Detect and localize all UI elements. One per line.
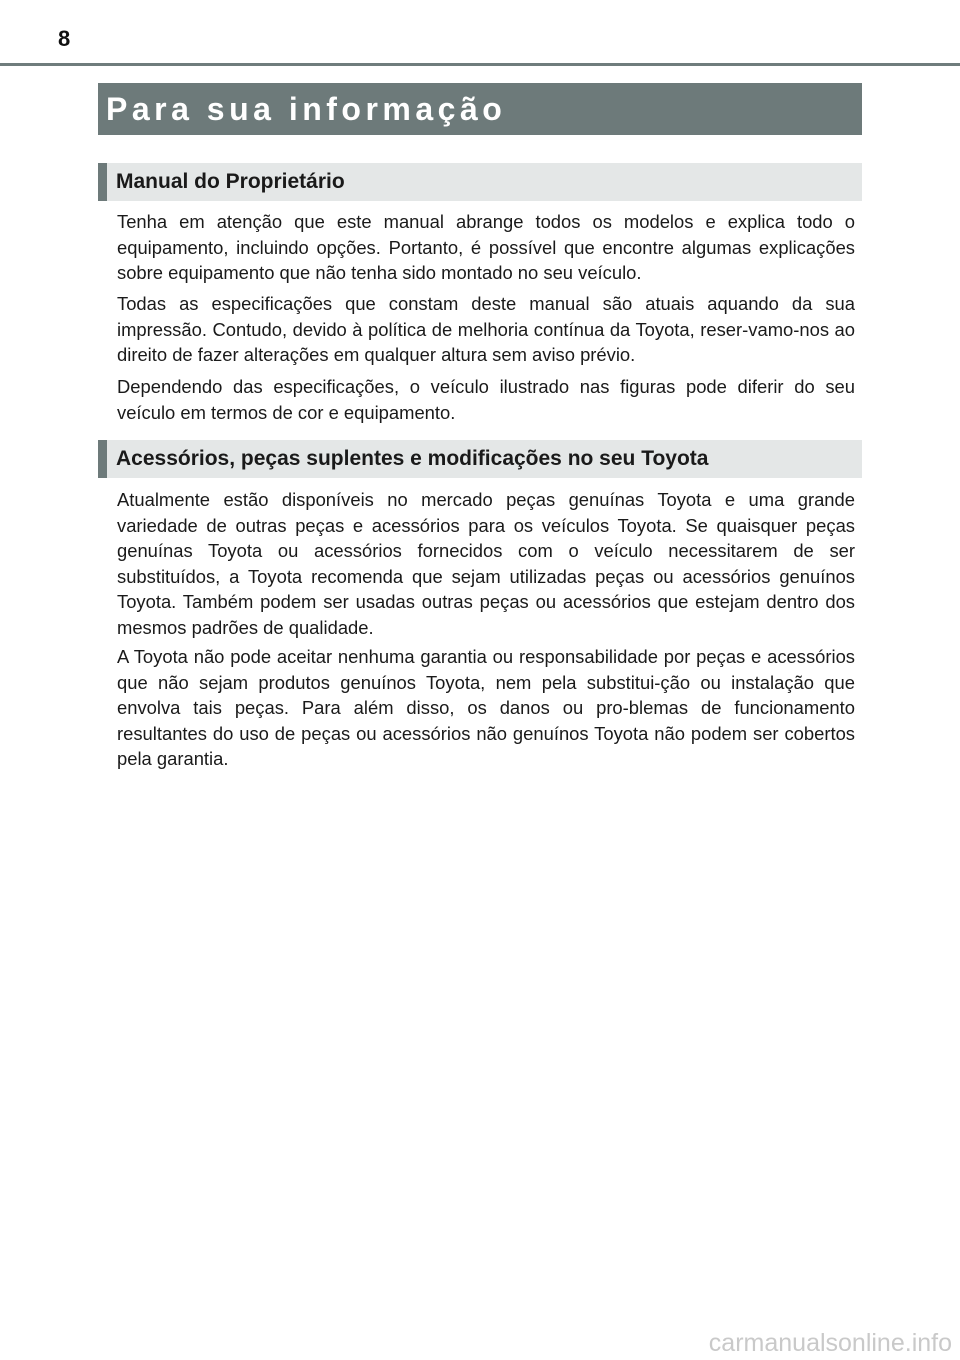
section-header-accessories bbox=[98, 440, 862, 478]
page-number: 8 bbox=[58, 26, 71, 51]
section-accent-bar bbox=[98, 163, 107, 201]
paragraph: Todas as especificações que constam deste manual são atuais aquando da sua impressão. Contudo, devido à política de melhoria contínua da Toyota, reser-vamo-nos ao direito de fazer alterações em qualquer altura sem aviso prévio. bbox=[117, 293, 855, 365]
paragraph: Dependendo das especificações, o veículo ilustrado nas figuras pode diferir do seu veículo em termos de cor e equipamento. bbox=[117, 376, 855, 423]
watermark: carmanualsonline.info bbox=[708, 1329, 952, 1357]
section-title-accessories: Acessórios, peças suplentes e modificações no seu Toyota bbox=[116, 447, 709, 470]
section-header-manual bbox=[98, 163, 862, 201]
paragraph: A Toyota não pode aceitar nenhuma garantia ou responsabilidade por peças e acessórios que não sejam produtos genuínos Toyota, nem pela substitui-ção ou instalação que envolva tais peças. Para além disso, os danos ou pro-blemas de funcionamento resultantes do uso de peças ou acessórios não genuínos Toyota não podem ser cobertos pela garantia. bbox=[117, 646, 855, 769]
page-title: Para sua informação bbox=[106, 91, 507, 127]
section-title-manual: Manual do Proprietário bbox=[116, 170, 345, 193]
paragraph: Atualmente estão disponíveis no mercado peças genuínas Toyota e uma grande variedade de outras peças e acessórios para os veículos Toyota. Se quaisquer peças genuínas Toyota ou acessórios fornecidos com o veículo necessitarem de ser substituídos, a Toyota recomenda que sejam utilizadas peças ou acessórios genuínos Toyota. Também podem ser usadas outras peças ou acessórios que estejam dentro dos mesmos padrões de qualidade. bbox=[117, 489, 855, 638]
paragraph: Tenha em atenção que este manual abrange todos os modelos e explica todo o equipamento, incluindo opções. Portanto, é possível que encontre algumas explicações sobre equipamento que não tenha sido montado no seu veículo. bbox=[117, 211, 855, 283]
page-title-band bbox=[98, 83, 862, 135]
section-accent-bar bbox=[98, 440, 107, 478]
header-rule bbox=[0, 63, 960, 66]
